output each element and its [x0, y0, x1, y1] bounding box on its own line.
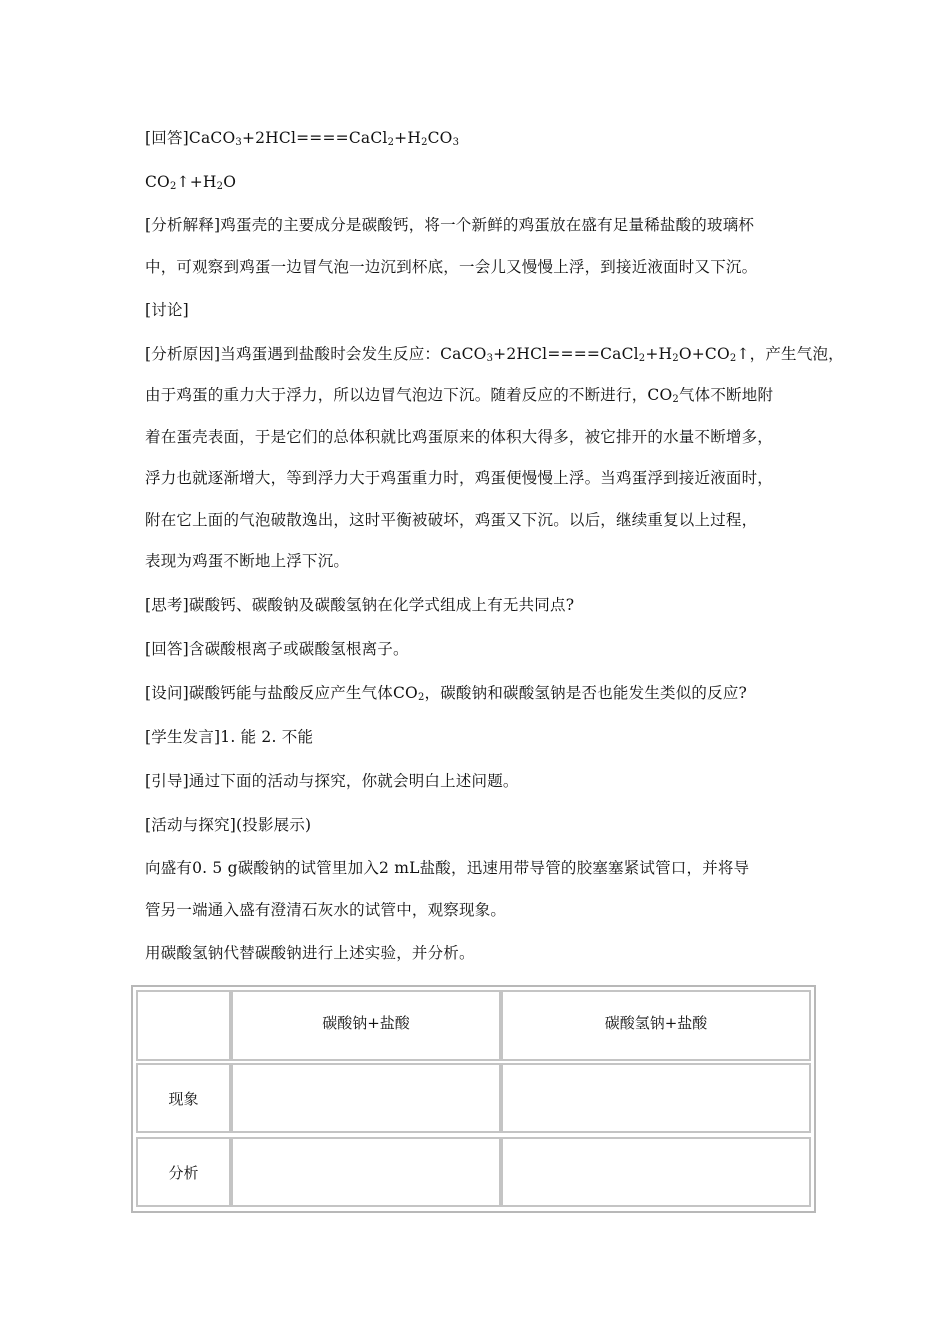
table-cell — [231, 1137, 501, 1207]
paragraph-line: [学生发言]1. 能 2. 不能 — [145, 728, 314, 746]
paragraph-line: [分析原因]当鸡蛋遇到盐酸时会发生反应：$CaCO_3+2HCl====CaCl_2+H_2O+CO_2↑$，产生气泡， — [145, 345, 844, 364]
paragraph-line: 浮力也就逐渐增大，等到浮力大于鸡蛋重力时，鸡蛋便慢慢上浮。当鸡蛋浮到接近液面时， — [145, 469, 774, 487]
paragraph-line: [引导]通过下面的活动与探究，你就会明白上述问题。 — [145, 772, 519, 790]
table-corner-cell — [136, 990, 231, 1061]
answer-equation-line-2: $CO_2↑+H_2O$ — [145, 173, 237, 192]
paragraph-line: [分析解释]鸡蛋壳的主要成分是碳酸钙，将一个新鲜的鸡蛋放在盛有足量稀盐酸的玻璃杯 — [145, 216, 755, 234]
paragraph-line: [回答]含碳酸根离子或碳酸氢根离子。 — [145, 640, 409, 658]
paragraph-line: 向盛有0. 5 g碳酸钠的试管里加入2 mL盐酸，迅速用带导管的胶塞塞紧试管口，并将导 — [145, 859, 750, 877]
table-row-label-phenomenon: 现象 — [136, 1063, 231, 1133]
experiment-table — [131, 985, 816, 1213]
paragraph-line: 管另一端通入盛有澄清石灰水的试管中，观察现象。 — [145, 901, 507, 919]
table-header-sodium-bicarbonate: 碳酸氢钠+盐酸 — [501, 990, 811, 1061]
paragraph-line: [思考]碳酸钙、碳酸钠及碳酸氢钠在化学式组成上有无共同点? — [145, 596, 575, 614]
paragraph-line: 用碳酸氢钠代替碳酸钠进行上述实验，并分析。 — [145, 944, 475, 962]
answer-equation-line-1: [回答]$CaCO_3+2HCl====CaCl_2+H_2CO_3$ — [145, 129, 460, 148]
table-cell — [231, 1063, 501, 1133]
table-cell — [501, 1137, 811, 1207]
table-header-sodium-carbonate: 碳酸钠+盐酸 — [231, 990, 501, 1061]
table-row-label-analysis: 分析 — [136, 1137, 231, 1207]
section-heading: [讨论] — [145, 301, 189, 319]
paragraph-line: [设问]碳酸钙能与盐酸反应产生气体$CO_2$，碳酸钠和碳酸氢钠是否也能发生类似的反应? — [145, 684, 748, 703]
table-cell — [501, 1063, 811, 1133]
paragraph-line: 表现为鸡蛋不断地上浮下沉。 — [145, 552, 350, 570]
paragraph-line: 中，可观察到鸡蛋一边冒气泡一边沉到杯底，一会儿又慢慢上浮，到接近液面时又下沉。 — [145, 258, 758, 276]
paragraph-line: 着在蛋壳表面，于是它们的总体积就比鸡蛋原来的体积大得多，被它排开的水量不断增多， — [145, 428, 774, 446]
paragraph-line: 附在它上面的气泡破散逸出，这时平衡被破坏，鸡蛋又下沉。以后，继续重复以上过程， — [145, 511, 758, 529]
paragraph-line: [活动与探究](投影展示) — [145, 816, 312, 834]
paragraph-line: 由于鸡蛋的重力大于浮力，所以边冒气泡边下沉。随着反应的不断进行，$CO_2$气体不断地附 — [145, 386, 774, 405]
